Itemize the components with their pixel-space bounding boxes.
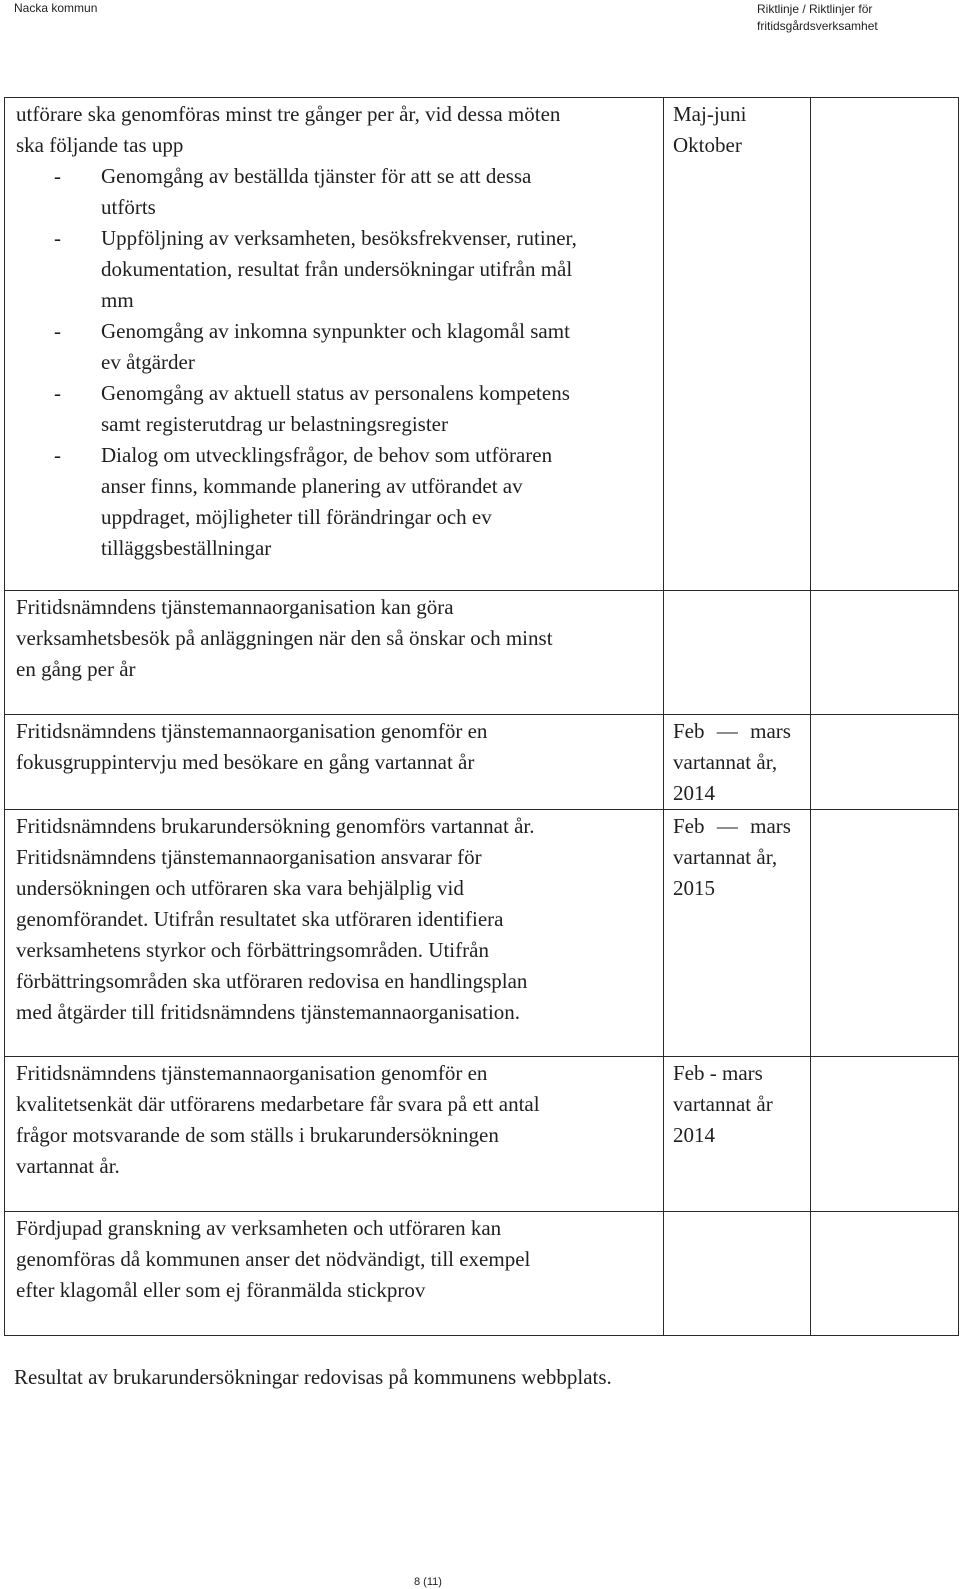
time-period bbox=[664, 1057, 811, 1212]
time-text: 2015 bbox=[673, 876, 715, 900]
text-line: Fritidsnämndens tjänstemannaorganisation kan göra bbox=[16, 595, 454, 619]
document-title-line: Riktlinje / Riktlinjer för bbox=[757, 2, 873, 16]
text-line: kvalitetsenkät där utförarens medarbetare får svara på ett antal bbox=[16, 1092, 540, 1116]
text-line: undersökningen och utföraren ska vara behjälplig vid bbox=[16, 876, 464, 900]
time-period bbox=[664, 98, 811, 591]
time-period bbox=[664, 1212, 811, 1336]
text-line: samt registerutdrag ur belastningsregister bbox=[101, 412, 448, 436]
table-row bbox=[5, 591, 959, 715]
text-line: Genomgång av aktuell status av personalens kompetens bbox=[101, 381, 570, 405]
time-text: Oktober bbox=[673, 133, 742, 157]
text-line: vartannat år. bbox=[16, 1154, 120, 1178]
document-title-line: fritidsgårdsverksamhet bbox=[757, 19, 878, 33]
text-line: ska följande tas upp bbox=[16, 133, 184, 157]
time-text: 2014 bbox=[673, 1123, 715, 1147]
time-text: Maj-juni bbox=[673, 102, 747, 126]
text-line: utförts bbox=[101, 195, 156, 219]
text-line: Fritidsnämndens tjänstemannaorganisation genomför en bbox=[16, 1061, 488, 1085]
text-line: Fritidsnämndens tjänstemannaorganisation ansvarar för bbox=[16, 845, 482, 869]
time-period bbox=[664, 810, 811, 1057]
activity-description bbox=[5, 810, 664, 1057]
text-line: uppdraget, möjligheter till förändringar och ev bbox=[101, 505, 492, 529]
time-period bbox=[664, 591, 811, 715]
time-text: Feb - mars bbox=[673, 1061, 763, 1085]
time-range: Feb — mars bbox=[673, 814, 791, 838]
document-title bbox=[757, 1, 878, 35]
text-line: förbättringsområden ska utföraren redovisa en handlingsplan bbox=[16, 969, 528, 993]
time-range: Feb — mars bbox=[673, 719, 791, 743]
text-line: genomförandet. Utifrån resultatet ska utföraren identifiera bbox=[16, 907, 504, 931]
time-text: vartannat år bbox=[673, 1092, 773, 1116]
text-line: Fördjupad granskning av verksamheten och utföraren kan bbox=[16, 1216, 502, 1240]
activity-description bbox=[5, 591, 664, 715]
closing-paragraph: Resultat av brukarundersökningar redovisas på kommunens webbplats. bbox=[14, 1365, 612, 1389]
text-line: genomföras då kommunen anser det nödvändigt, till exempel bbox=[16, 1247, 531, 1271]
text-line: Genomgång av inkomna synpunkter och klagomål samt bbox=[101, 319, 570, 343]
empty-cell bbox=[811, 1212, 959, 1336]
table-row bbox=[5, 98, 959, 591]
text-line: fokusgruppintervju med besökare en gång vartannat år bbox=[16, 750, 475, 774]
text-line: frågor motsvarande de som ställs i brukarundersökningen bbox=[16, 1123, 499, 1147]
table-row bbox=[5, 715, 959, 810]
text-line: verksamhetens styrkor och förbättringsområden. Utifrån bbox=[16, 938, 489, 962]
time-text: vartannat år, bbox=[673, 750, 778, 774]
table-row bbox=[5, 810, 959, 1057]
page-number: 8 (11) bbox=[414, 1576, 442, 1588]
text-line: med åtgärder till fritidsnämndens tjänstemannaorganisation. bbox=[16, 1000, 521, 1024]
time-period bbox=[664, 715, 811, 810]
text-line: Dialog om utvecklingsfrågor, de behov som utföraren bbox=[101, 443, 553, 467]
text-line: Fritidsnämndens tjänstemannaorganisation genomför en bbox=[16, 719, 488, 743]
table-row bbox=[5, 1057, 959, 1212]
empty-cell bbox=[811, 1057, 959, 1212]
text-line: utförare ska genomföras minst tre gånger per år, vid dessa möten bbox=[16, 102, 561, 126]
bullet-item: - Genomgång av inkomna synpunkter och klagomål samt ev åtgärder bbox=[16, 316, 651, 378]
text-line: mm bbox=[101, 288, 134, 312]
empty-cell bbox=[811, 715, 959, 810]
activity-description bbox=[5, 1212, 664, 1336]
time-text: 2014 bbox=[673, 781, 715, 805]
activity-description bbox=[5, 98, 664, 591]
text-line: anser finns, kommande planering av utförandet av bbox=[101, 474, 523, 498]
bullet-item: - Uppföljning av verksamheten, besöksfrekvenser, rutiner, dokumentation, resultat från undersökningar utifrån mål mm bbox=[16, 223, 651, 316]
time-text: vartannat år, bbox=[673, 845, 778, 869]
text-line: verksamhetsbesök på anläggningen när den så önskar och minst bbox=[16, 626, 553, 650]
organization-name: Nacka kommun bbox=[14, 1, 98, 15]
text-line: en gång per år bbox=[16, 657, 136, 681]
text-line: Genomgång av beställda tjänster för att se att dessa bbox=[101, 164, 532, 188]
table-row bbox=[5, 1212, 959, 1336]
empty-cell bbox=[811, 98, 959, 591]
text-line: Uppföljning av verksamheten, besöksfrekvenser, rutiner, bbox=[101, 226, 577, 250]
text-line: dokumentation, resultat från undersökningar utifrån mål bbox=[101, 257, 573, 281]
text-line: Fritidsnämndens brukarundersökning genomförs vartannat år. bbox=[16, 814, 535, 838]
text-line: tilläggsbeställningar bbox=[101, 536, 272, 560]
text-line: efter klagomål eller som ej föranmälda stickprov bbox=[16, 1278, 426, 1302]
activity-description bbox=[5, 1057, 664, 1212]
bullet-item: - Genomgång av beställda tjänster för att se att dessa utförts bbox=[16, 161, 651, 223]
bullet-item: - Genomgång av aktuell status av personalens kompetens samt registerutdrag ur belastningsregister bbox=[16, 378, 651, 440]
bullet-item: - Dialog om utvecklingsfrågor, de behov som utföraren anser finns, kommande planering av utförandet av uppdraget, möjligheter till förändringar och ev tilläggsbeställningar bbox=[16, 440, 651, 564]
activity-description bbox=[5, 715, 664, 810]
empty-cell bbox=[811, 810, 959, 1057]
text-line: ev åtgärder bbox=[101, 350, 195, 374]
empty-cell bbox=[811, 591, 959, 715]
followup-table bbox=[4, 97, 959, 1336]
